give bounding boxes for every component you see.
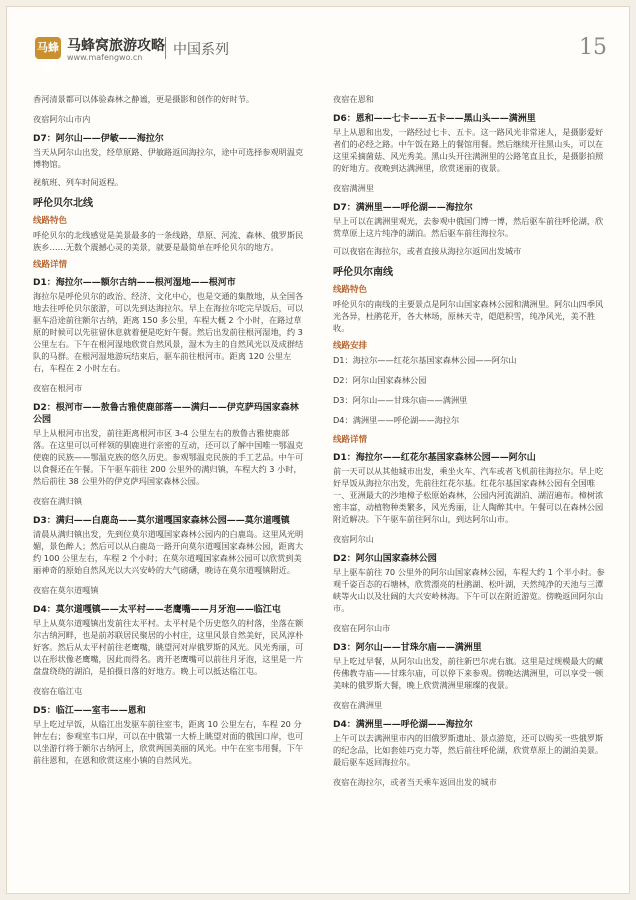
section-title-south: 呼伦贝尔南线 <box>333 267 393 278</box>
stay-note: 夜宿满洲里 <box>333 183 374 193</box>
day-title: D1：海拉尔——红花尔基国家森林公园——阿尔山 <box>333 453 536 463</box>
page <box>6 6 630 894</box>
stay-note: 夜宿在满洲里 <box>333 700 383 710</box>
route-item: D4：满洲里——呼伦湖——海拉尔 <box>333 415 460 425</box>
day-text: 早上从莫尔道嘎镇出发前往太平村。太平村是个历史悠久的村落，坐落在额尔古纳河畔，也是前苏联居民聚居的小村庄，这里风景自然美好，民风淳朴好客。然后从太平村前往老鹰嘴，眺望河对岸俄罗斯的风光。风光秀丽，可以在形状像老鹰嘴，因此而得名。离开老鹰嘴可以前往月牙泡，这里是一片盘盘绕绕的湖泊，是拍摄日落的好地方。晚上可以抵达临江屯。 <box>33 618 304 676</box>
day-title: D4：满洲里——呼伦湖——海拉尔 <box>333 720 473 730</box>
brand-url: www.mafengwo.cn <box>67 53 143 62</box>
day-title: D2：阿尔山国家森林公园 <box>333 554 437 564</box>
page-header <box>7 7 629 77</box>
day-text: 前一天可以从其他城市出发，乘坐火车、汽车或者飞机前往海拉尔。早上吃好早饭从海拉尔出发，先前往红花尔基。红花尔基国家森林公园有全国唯一、亚洲最大的沙地樟子松原始森林，公园内河流湖泊、湖沼遍布。樟树浓密丰富，动植物种类繁多，风光秀丽，让人陶醉其中。午餐可以在森林公园附近解决。下午驱车前往阿尔山，到达阿尔山市。 <box>333 466 604 524</box>
day-title: D5：临江——室韦——恩和 <box>33 706 146 716</box>
subheading-feature: 线路特色 <box>33 216 68 226</box>
route-item: D1：海拉尔——红花尔基国家森林公园——阿尔山 <box>333 355 517 365</box>
stay-note: 夜宿在莫尔道嘎镇 <box>33 585 99 595</box>
day-title: D3：阿尔山——甘珠尔庙——满洲里 <box>333 643 482 653</box>
left-column <box>33 93 305 772</box>
intro-text: 香河清景都可以体验森林之静谧，更是摄影和创作的好时节。 <box>33 94 255 104</box>
day-text: 早上驱车前往 70 公里外的阿尔山国家森林公园，车程大约 1 个半小时。参观千姿百态的石塘林，欣赏漂亮的杜鹃湖、松叶湖，天然纯净的天池与三潭峡等火山以及壮阔的大兴安岭林海。下午可以在附近游览。傍晚返回阿尔山市。 <box>333 567 605 613</box>
day-text: 早上吃过早饭，从临江出发驱车前往室韦，距离 10 公里左右，车程 20 分钟左右；参观室韦口岸，可以在中俄第一大桥上眺望对面的俄国口岸，也可以坐游行将于额尔古纳河上，欣赏两国美丽的风光。中午在室韦用餐，下午前往恩和，在恩和欣赏这座小镇的自然风光。 <box>33 719 304 765</box>
end-note: 夜宿在海拉尔，或者当天乘车返回出发的城市 <box>333 777 497 787</box>
day-title: D1：海拉尔——额尔古纳——根河湿地——根河市 <box>33 278 236 288</box>
day-text: 早上可以在满洲里观光，去参观中俄国门博一博，然后驱车前往呼伦湖，欣赏草原上这片纯净的湖泊。然后驱车前往海拉尔。 <box>333 216 604 238</box>
day-title: D4：莫尔道嘎镇——太平村——老鹰嘴——月牙泡——临江屯 <box>33 605 281 615</box>
day-text: 早上从根河市出发，前往距离根河市区 3-4 公里左右的敖鲁古雅使鹿部落。在这里可以可样领的驯鹿进行亲密的互动，还可以了解中国唯一鄂温克使鹿的民族——鄂温克族的悠久历史。参观鄂温克民族的手工艺品。中午可以食餐还在午餐。下午驱车前往 200 公里外的满归镇，车程大约 3 小时，然后前往 38 公里外的伊克萨玛国家森林公园。 <box>33 428 304 486</box>
day-text: 当天从阿尔山出发，经草原路、伊敏路返回海拉尔，途中可选择参观明温克博物馆。 <box>33 147 304 169</box>
series-title: 中国系列 <box>173 42 229 58</box>
feature-text: 呼伦贝尔的南线的主要景点是阿尔山国家森林公园和满洲里。阿尔山四季风光各异，杜鹃花开，各大林场，原林天寺，皑皑积雪，纯净风光，美不胜收。 <box>333 299 604 333</box>
brand-name: 马蜂窝旅游攻略 <box>67 38 165 54</box>
stay-note: 夜宿在阿尔山市 <box>333 623 391 633</box>
stay-note: 夜宿在临江屯 <box>33 686 83 696</box>
stay-note: 夜宿在满归镇 <box>33 496 83 506</box>
route-item: D3：阿尔山——甘珠尔庙——满洲里 <box>333 395 468 405</box>
stay-note: 夜宿在根河市 <box>33 383 83 393</box>
subheading-plan: 线路安排 <box>333 341 368 351</box>
day-title: D3：满归——白鹿岛——莫尔道嘎国家森林公园——莫尔道嘎镇 <box>33 516 290 526</box>
day-text: 早上从恩和出发，一路经过七卡、五卡。这一路风光非常迷人，是摄影爱好者们的必经之路。中午饭在路上的餐馆用餐。然后继续开往黑山头，可以在这里采摘菌菇、风光秀美。黑山头开往满洲里的公路笔直且长，是摄影拍照的好地方。夜晚到达满洲里，欣赏迷丽的夜景。 <box>333 127 604 173</box>
subheading-feature: 线路特色 <box>333 285 368 295</box>
day-title: D7：阿尔山——伊敏——海拉尔 <box>33 134 164 144</box>
route-item: D2：阿尔山国家森林公园 <box>333 375 427 385</box>
day-end-note: 视航班、列车时间返程。 <box>33 177 124 187</box>
day-text: 海拉尔是呼伦贝尔的政治、经济、文化中心，也是交通的集散地，从全国各地去往呼伦贝尔旅游，可以先到达海拉尔。早上在海拉尔吃完早饭后，可以驱车沿途前往额尔古纳，距离 150 多公里，车程大概 2 个小时，在路过草原的时候可以先驻留休息就着便是吃好午餐。然后出发前往根河湿地，约 3 公里左右。下午在根河湿地欣赏自然风景，湿木为主的自然风光以及成群结队的马群。在根河湿地游玩结束后，驱车前往根河市。距离 120 公里左右，车程在 2 小时左右。 <box>33 291 304 373</box>
page-number: 15 <box>579 35 607 60</box>
day-text: 早上吃过早餐，从阿尔山出发，前往新巴尔虎右旗。这里是过规模最大的藏传佛教寺庙——甘珠尔庙，可以停下来参观。傍晚达满洲里，可以享受一顿美味的俄罗斯大餐，晚上欣赏满洲里璀璨的夜景。 <box>333 656 604 690</box>
stay-note: 夜宿阿尔山市内 <box>33 114 91 124</box>
logo-icon: 马蜂窝 <box>35 37 61 59</box>
stay-note: 夜宿在恩和 <box>333 94 374 104</box>
day-end-note: 可以夜宿在海拉尔，或者直接从海拉尔返回出发城市 <box>333 246 522 256</box>
right-column <box>333 93 605 796</box>
subheading-detail: 线路详情 <box>333 435 368 445</box>
day-text: 清晨从满归镇出发，先到位莫尔道嘎国家森林公园内的白鹿岛。这里风光明媚，景色醉人；然后可以从白鹿岛一路开向莫尔道嘎国家森林公园，距离大约 100 公里左右，车程 2 个小时；在莫尔道嘎国家森林公园可以欣赏到美丽神奇的原始自然风光以大兴安岭的大气磅礴，晚诗在莫尔道嘎镇附近。 <box>33 529 304 575</box>
day-title: D7：满洲里——呼伦湖——海拉尔 <box>333 203 473 213</box>
feature-text: 呼伦贝尔的北线感觉是美景最多的一条线路，草原、河流、森林、俄罗斯民族乡……无数个震撼心灵的美景，就要是最简单在呼伦贝尔的地方。 <box>33 230 304 252</box>
stay-note: 夜宿阿尔山 <box>333 534 374 544</box>
day-title: D2：根河市——敖鲁古雅使鹿部落——满归——伊克萨玛国家森林公园 <box>33 403 299 425</box>
header-divider <box>165 37 166 59</box>
section-title-north: 呼伦贝尔北线 <box>33 198 93 209</box>
subheading-detail: 线路详情 <box>33 260 68 270</box>
day-title: D6：恩和——七卡——五卡——黑山头——满洲里 <box>333 114 536 124</box>
day-text: 上午可以去满洲里市内的旧俄罗斯遗址、景点游览，还可以购买一些俄罗斯的纪念品，比如套娃巧克力等，然后前往呼伦湖，欣赏草原上的湖泊美景。最后驱车返回海拉尔。 <box>333 733 604 767</box>
